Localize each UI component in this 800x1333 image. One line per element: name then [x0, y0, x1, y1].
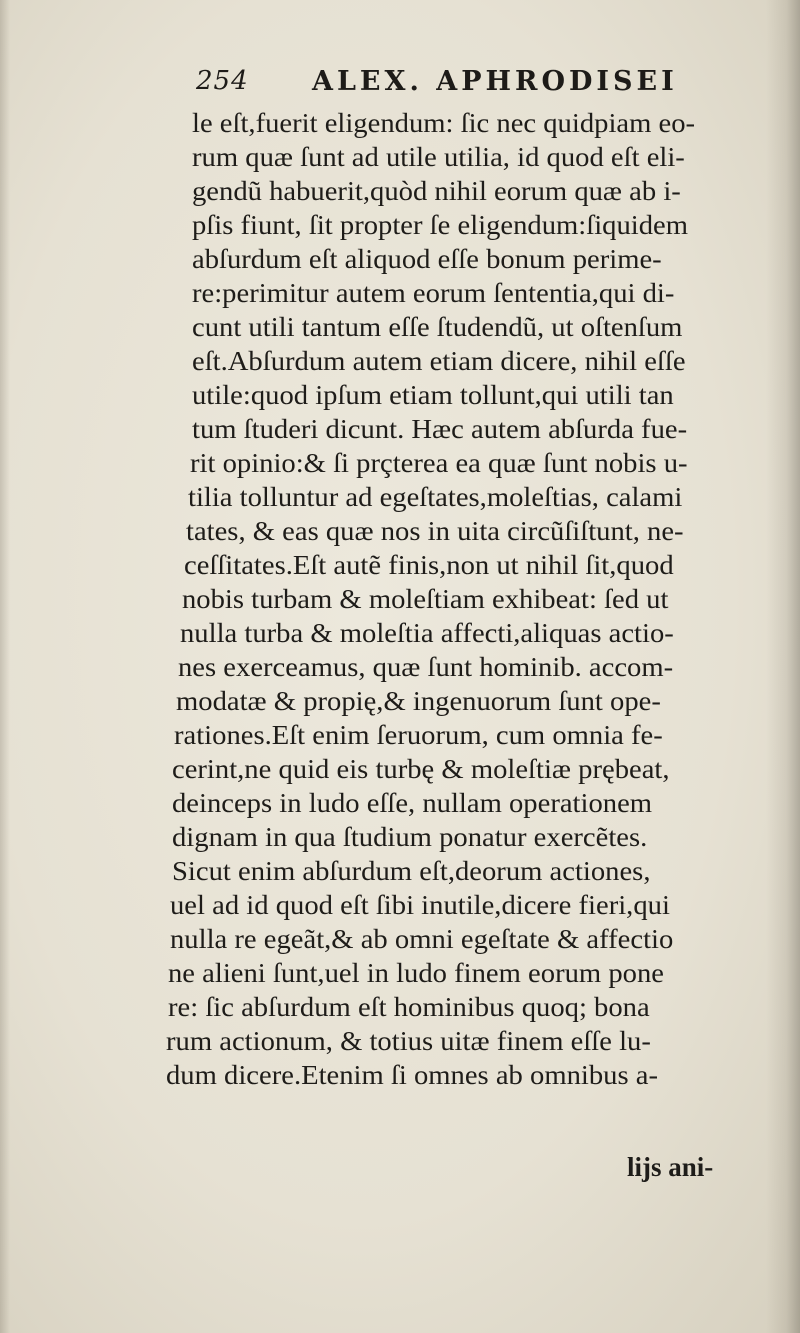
running-title: ALEX. APHRODISEI: [312, 66, 678, 97]
catchword: lijs ani-: [627, 1152, 714, 1182]
text-line: abſurdum eſt aliquod eſſe bonum perime-: [192, 244, 662, 274]
text-line: deinceps in ludo eſſe, nullam operationem: [172, 788, 653, 818]
text-line: gendũ habuerit,quòd nihil eorum quæ ab i-: [192, 176, 681, 206]
page-left-shadow: [0, 0, 10, 1333]
text-line: re: ſic abſurdum eſt hominibus quoq; bona: [168, 992, 650, 1022]
text-line: pſis fiunt, ſit propter ſe eligendum:ſiquidem: [192, 210, 689, 240]
text-line: nes exerceamus, quæ ſunt hominib. accom-: [178, 652, 674, 682]
text-line: rit opinio:& ſi prçterea ea quæ ſunt nobis u-: [190, 448, 688, 478]
text-line: nulla re egeãt,& ab omni egeſtate & affectio: [170, 924, 674, 954]
text-line: modatæ & propię,& ingenuorum ſunt ope-: [176, 686, 661, 716]
text-line: rum actionum, & totius uitæ finem eſſe lu-: [166, 1026, 651, 1056]
text-line: ne alieni ſunt,uel in ludo finem eorum pone: [168, 958, 664, 988]
page-number: 254: [196, 66, 249, 96]
text-line: utile:quod ipſum etiam tollunt,qui utili tan: [192, 380, 674, 410]
text-line: rationes.Eſt enim ſeruorum, cum omnia fe-: [174, 720, 663, 750]
text-line: tum ſtuderi dicunt. Hæc autem abſurda fue-: [192, 414, 688, 444]
text-line: eſt.Abſurdum autem etiam dicere, nihil eſſe: [192, 346, 686, 376]
page-gutter-shadow: [766, 0, 800, 1333]
text-line: dum dicere.Etenim ſi omnes ab omnibus a-: [166, 1060, 659, 1090]
text-line: uel ad id quod eſt ſibi inutile,dicere fieri,qui: [170, 890, 670, 920]
text-line: tilia tolluntur ad egeſtates,moleſtias, calami: [188, 482, 683, 512]
text-line: ceſſitates.Eſt autẽ finis,non ut nihil ſit,quod: [184, 550, 674, 580]
text-line: nobis turbam & moleſtiam exhibeat: ſed ut: [182, 584, 669, 614]
text-line: dignam in qua ſtudium ponatur exercẽtes.: [172, 822, 648, 852]
text-line: le eſt,fuerit eligendum: ſic nec quidpiam eo-: [192, 108, 696, 138]
text-line: Sicut enim abſurdum eſt,deorum actiones,: [172, 856, 651, 886]
text-line: nulla turba & moleſtia affecti,aliquas actio-: [180, 618, 674, 648]
text-line: cunt utili tantum eſſe ſtudendũ, ut oſtenſum: [192, 312, 683, 342]
text-line: re:perimitur autem eorum ſententia,qui di-: [192, 278, 675, 308]
running-head: [196, 66, 756, 106]
text-line: cerint,ne quid eis turbę & moleſtiæ prębeat,: [172, 754, 670, 784]
text-line: rum quæ ſunt ad utile utilia, id quod eſt eli-: [192, 142, 685, 172]
text-line: tates, & eas quæ nos in uita circũſiſtunt, ne-: [186, 516, 684, 546]
